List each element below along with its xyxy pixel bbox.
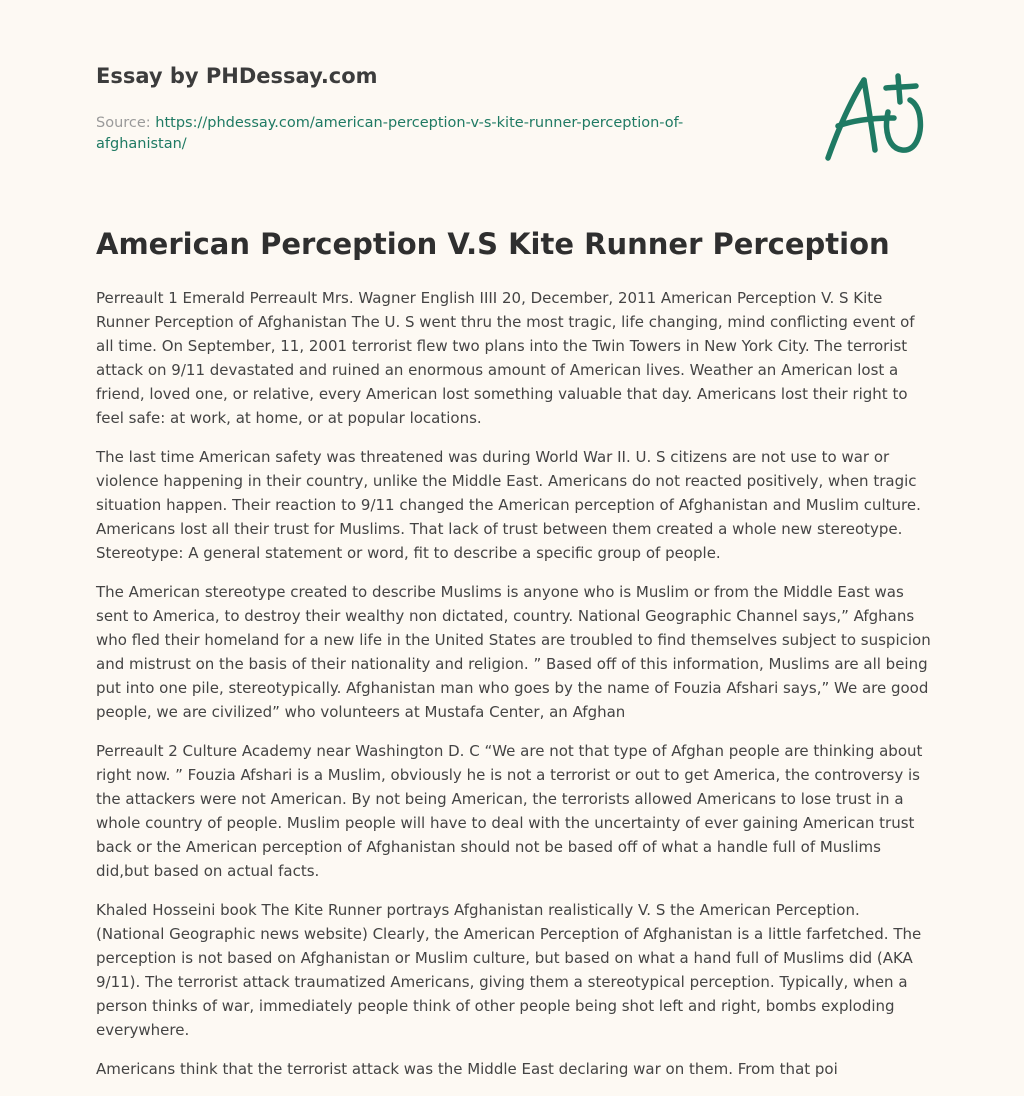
essay-paragraph: The last time American safety was threatened was during World War II. U. S citizens are not use to war or violence happening in their country, unlike the Middle East. Americans do not reacted positively, when tragic situation happen. Their reaction to 9/11 changed the American perception of Afghanistan and Muslim culture. Americans lost all their trust for Muslims. That lack of trust between them created a whole new stereotype. Stereotype: A general statement or word, fit to describe a specific group of people. [96,448,921,562]
essay-body [96,286,932,1096]
source-line [96,113,736,155]
essay-paragraph: Perreault 1 Emerald Perreault Mrs. Wagner English IIII 20, December, 2011 American Perception V. S Kite Runner Perception of Afghanistan The U. S went thru the most tragic, life changing, mind conflicting event of all time. On September, 11, 2001 terrorist flew two plans into the Twin Towers in New York City. The terrorist attack on 9/11 devastated and ruined an enormous amount of American lives. Weather an American lost a friend, loved one, or relative, every American lost something valuable that day. Americans lost their right to feel safe: at work, at home, or at popular locations. [96,289,915,427]
source-link[interactable] [96,115,683,152]
page-title: American Perception V.S Kite Runner Perception [96,227,890,261]
source-link-line1: https://phdessay.com/american-perception-v-s-kite-runner-perception-of- [155,115,684,131]
essay-paragraph: Khaled Hosseini book The Kite Runner portrays Afghanistan realistically V. S the American Perception. (National Geographic news website) Clearly, the American Perception of Afghanistan is a little farfetched. The perception is not based on Afghanistan or Muslim culture, but based on what a hand full of Muslims did (AKA 9/11). The terrorist attack traumatized Americans, giving them a stereotypical perception. Typically, when a person thinks of war, immediately people think of other people being shot left and right, bombs exploding everywhere. [96,901,922,1039]
essay-paragraph: The American stereotype created to describe Muslims is anyone who is Muslim or from the Middle East was sent to America, to destroy their wealthy non dictated, country. National Geographic Channel says,” Afghans who fled their homeland for a new life in the United States are troubled to find themselves subject to suspicion and mistrust on the basis of their nationality and religion. ” Based off of this information, Muslims are all being put into one pile, stereotypically. Afghanistan man who goes by the name of Fouzia Afshari says,” We are good people, we are civilized” who volunteers at Mustafa Center, an Afghan [96,583,931,721]
site-brand: Essay by PHDessay.com [96,64,378,88]
essay-paragraph: Americans think that the terrorist attack was the Middle East declaring war on them. From that poi [96,1060,838,1078]
source-label: Source: [96,115,151,131]
source-link-line2: afghanistan/ [96,136,187,152]
a-plus-grade-icon [818,68,930,164]
essay-paragraph: Perreault 2 Culture Academy near Washington D. C “We are not that type of Afghan people are thinking about right now. ” Fouzia Afshari is a Muslim, obviously he is not a terrorist or out to get America, the controversy is the attackers were not American. By not being American, the terrorists allowed Americans to lose trust in a whole country of people. Muslim people will have to deal with the uncertainty of ever gaining American trust back or the American perception of Afghanistan should not be based off of what a handle full of Muslims did,but based on actual facts. [96,742,923,880]
